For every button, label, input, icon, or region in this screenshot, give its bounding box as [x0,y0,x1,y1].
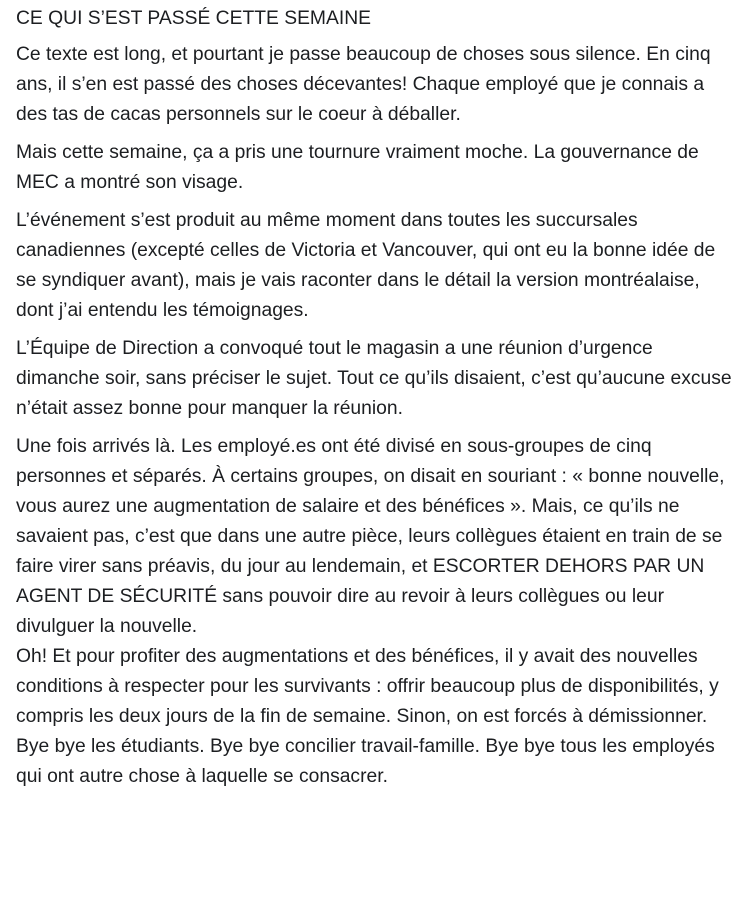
post-paragraph: Ce texte est long, et pourtant je passe beaucoup de choses sous silence. En cinq ans, il s’en est passé des choses décevantes! Chaque employé que je connais a des tas de cacas personnels sur le coeur à déballer. [16,44,711,125]
post-paragraph: L’événement s’est produit au même moment dans toutes les succursales canadiennes (excepté celles de Victoria et Vancouver, qui ont eu la bonne idée de se syndiquer avant), mais je vais raconter dans le détail la version montréalaise, dont j’ai entendu les témoignages. [16,210,716,321]
post-heading: CE QUI S’EST PASSÉ CETTE SEMAINE [16,8,371,29]
post-paragraph: L’Équipe de Direction a convoqué tout le magasin a une réunion d’urgence dimanche soir, sans préciser le sujet. Tout ce qu’ils disaient, c’est qu’aucune excuse n’était assez bonne pour manquer la réunion. [16,338,732,419]
post-paragraph: Oh! Et pour profiter des augmentations et des bénéfices, il y avait des nouvelles conditions à respecter pour les survivants : offrir beaucoup plus de disponibilités, y compris les deux jours de la fin de semaine. Sinon, on est forcés à démissionner. Bye bye les étudiants. Bye bye concilier travail-famille. Bye bye tous les employés qui ont autre chose à laquelle se consacrer. [16,646,719,787]
post-paragraph: Une fois arrivés là. Les employé.es ont été divisé en sous-groupes de cinq personnes et séparés. À certains groupes, on disait en souriant : « bonne nouvelle, vous aurez une augmentation de salaire et des bénéfices ». Mais, ce qu’ils ne savaient pas, c’est que dans une autre pièce, leurs collègues étaient en train de se faire virer sans préavis, du jour au lendemain, et ESCORTER DEHORS PAR UN AGENT DE SÉCURITÉ sans pouvoir dire au revoir à leurs collègues ou leur divulguer la nouvelle. [16,436,725,637]
post-body [16,6,732,792]
post-paragraph: Mais cette semaine, ça a pris une tournure vraiment moche. La gouvernance de MEC a montré son visage. [16,142,699,193]
